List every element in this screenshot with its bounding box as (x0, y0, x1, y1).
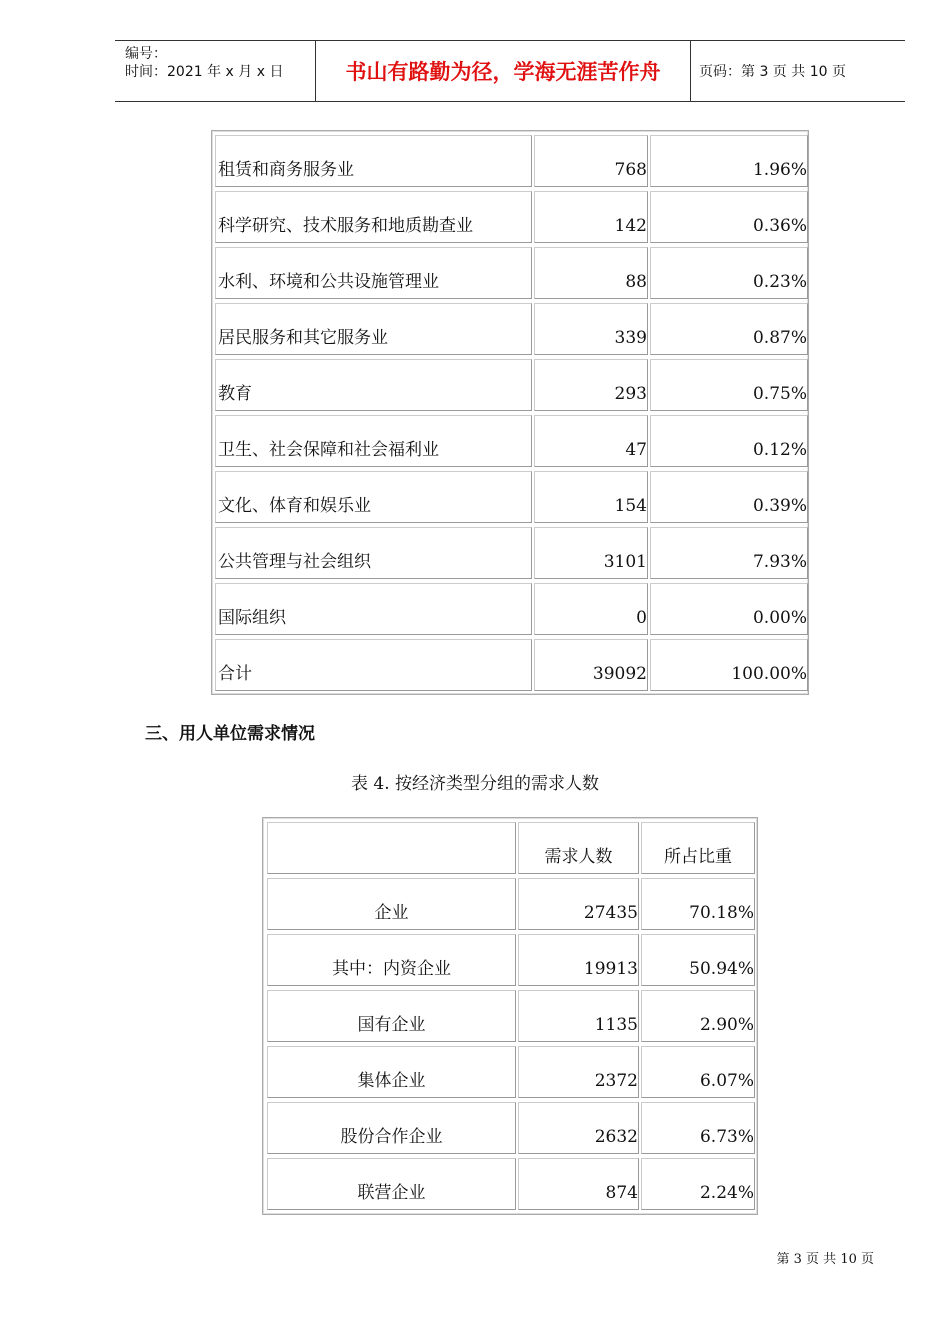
date-line: 时间：2021 年 x 月 x 日 (125, 64, 284, 80)
industry-name: 国际组织 (218, 608, 286, 628)
demand-count: 3101 (603, 552, 647, 572)
table-row (267, 1102, 755, 1154)
demand-count: 154 (614, 496, 647, 516)
header-page-info: 页码：第 3 页 共 10 页 (699, 64, 846, 80)
table-row (267, 1046, 755, 1098)
economic-type: 其中：内资企业 (332, 959, 451, 979)
demand-count: 339 (614, 328, 647, 348)
table-row (215, 471, 807, 523)
industry-name: 科学研究、技术服务和地质勘查业 (218, 216, 473, 236)
table-row (215, 135, 807, 187)
total-label: 合计 (218, 664, 252, 684)
industry-name: 居民服务和其它服务业 (218, 328, 388, 348)
page-footer: 第 3 页 共 10 页 (776, 1252, 874, 1267)
section-heading: 三、用人单位需求情况 (145, 724, 315, 744)
demand-share: 0.00% (752, 608, 807, 628)
industry-name: 教育 (218, 384, 252, 404)
economic-type-table (262, 817, 758, 1215)
table-row (215, 191, 807, 243)
demand-share: 0.12% (752, 440, 807, 460)
economic-type: 集体企业 (357, 1071, 426, 1091)
demand-count: 2372 (594, 1071, 638, 1091)
demand-share: 1.96% (752, 160, 807, 180)
demand-share: 2.24% (699, 1183, 754, 1203)
table-row (267, 934, 755, 986)
total-share: 100.00% (731, 664, 807, 684)
demand-count: 2632 (594, 1127, 638, 1147)
total-count: 39092 (592, 664, 647, 684)
header-share: 所占比重 (664, 847, 732, 867)
industry-name: 文化、体育和娱乐业 (218, 496, 371, 516)
table-row (267, 1158, 755, 1210)
demand-share: 70.18% (689, 903, 754, 923)
number-label: 编号： (125, 46, 167, 62)
demand-share: 0.75% (752, 384, 807, 404)
demand-share: 2.90% (699, 1015, 754, 1035)
demand-count: 0 (636, 608, 647, 628)
industry-name: 水利、环境和公共设施管理业 (218, 272, 439, 292)
economic-type: 企业 (374, 903, 409, 923)
industry-name: 卫生、社会保障和社会福利业 (218, 440, 439, 460)
demand-share: 0.39% (752, 496, 807, 516)
table-row (215, 247, 807, 299)
demand-share: 0.23% (752, 272, 807, 292)
page-header (115, 40, 905, 102)
demand-count: 88 (625, 272, 647, 292)
table-row (215, 303, 807, 355)
demand-share: 7.93% (752, 552, 807, 572)
table-row (215, 359, 807, 411)
demand-share: 0.87% (752, 328, 807, 348)
economic-type: 联营企业 (357, 1183, 426, 1203)
header-meta (115, 41, 315, 101)
table-row (267, 878, 755, 930)
demand-count: 142 (614, 216, 647, 236)
demand-share: 0.36% (752, 216, 807, 236)
table-row-total (215, 639, 807, 691)
demand-count: 1135 (594, 1015, 638, 1035)
demand-share: 50.94% (689, 959, 754, 979)
industry-name: 公共管理与社会组织 (218, 552, 371, 572)
table-row (215, 527, 807, 579)
demand-count: 874 (605, 1183, 638, 1203)
header-demand-count: 需求人数 (544, 847, 613, 867)
demand-count: 768 (614, 160, 647, 180)
table-header-row (267, 822, 755, 874)
industry-name: 租赁和商务服务业 (218, 160, 354, 180)
table-row (215, 583, 807, 635)
economic-type: 国有企业 (357, 1015, 426, 1035)
demand-count: 293 (614, 384, 647, 404)
header-motto: 书山有路勤为径，学海无涯苦作舟 (315, 41, 691, 101)
table-row (215, 415, 807, 467)
economic-type: 股份合作企业 (340, 1127, 443, 1147)
demand-count: 47 (625, 440, 647, 460)
demand-count: 19913 (583, 959, 638, 979)
demand-share: 6.07% (699, 1071, 754, 1091)
table-caption: 表 4. 按经济类型分组的需求人数 (350, 774, 600, 794)
demand-count: 27435 (583, 903, 638, 923)
table-row (267, 990, 755, 1042)
industry-demand-table (211, 130, 809, 695)
demand-share: 6.73% (699, 1127, 754, 1147)
